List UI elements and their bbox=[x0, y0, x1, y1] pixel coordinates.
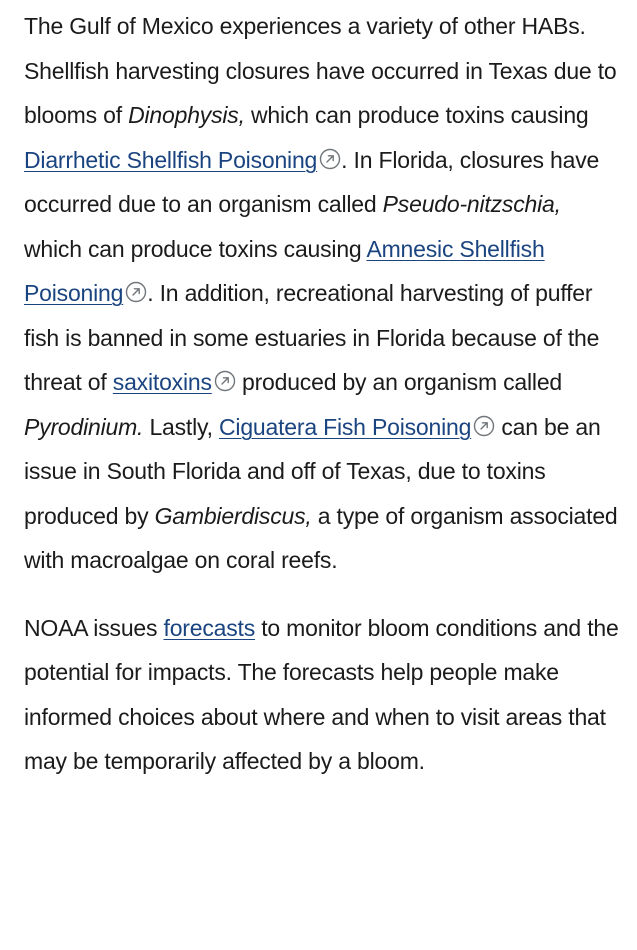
text-segment: which can produce toxins causing bbox=[24, 235, 367, 262]
text-segment: a type of organism associated with macroalgae on coral reefs. bbox=[24, 502, 618, 573]
text-segment: can be an issue in South Florida and off of Texas, due to toxins produced by bbox=[24, 413, 601, 529]
organism-pseudo-nitzschia: Pseudo-nitzschia, bbox=[382, 191, 561, 217]
link-diarrhetic-shellfish-poisoning[interactable]: Diarrhetic Shellfish Poisoning bbox=[24, 146, 318, 173]
external-link-icon[interactable] bbox=[473, 415, 495, 437]
text-segment: . In addition, recreational harvesting of puffer fish is banned in some estuaries in Florida because of the threat of bbox=[24, 280, 600, 395]
paragraph-gulf-habs bbox=[24, 4, 624, 583]
organism-gambierdiscus: Gambierdiscus, bbox=[154, 502, 312, 529]
external-link-icon[interactable] bbox=[214, 370, 236, 392]
link-ciguatera-fish-poisoning[interactable]: Ciguatera Fish Poisoning bbox=[219, 413, 472, 440]
organism-pyrodinium: Pyrodinium. bbox=[24, 413, 144, 440]
link-amnesic-shellfish-poisoning[interactable]: Amnesic Shellfish Poisoning bbox=[24, 235, 545, 306]
article-body bbox=[24, 4, 624, 784]
text-segment: which can produce toxins causing bbox=[244, 102, 589, 128]
organism-dinophysis: Dinophysis, bbox=[128, 102, 245, 128]
external-link-icon[interactable] bbox=[125, 281, 147, 303]
text-segment: The Gulf of Mexico experiences a variety of other HABs. Shellfish harvesting closures have occurred in Texas due to blooms of bbox=[24, 13, 617, 128]
text-segment: to monitor bloom conditions and the potential for impacts. The forecasts help people make informed choices about where and when to visit areas that may be temporarily affected by a bloom. bbox=[24, 614, 619, 774]
external-link-icon[interactable] bbox=[319, 148, 341, 170]
text-segment: . In Florida, closures have occurred due to an organism called bbox=[24, 146, 600, 217]
link-saxitoxins[interactable]: saxitoxins bbox=[112, 369, 212, 395]
text-segment: produced by an organism called bbox=[235, 369, 563, 395]
text-segment: Lastly, bbox=[143, 413, 219, 440]
link-forecasts[interactable]: forecasts bbox=[163, 614, 256, 641]
paragraph-noaa-forecasts bbox=[24, 606, 624, 784]
text-segment: NOAA issues bbox=[24, 614, 164, 641]
